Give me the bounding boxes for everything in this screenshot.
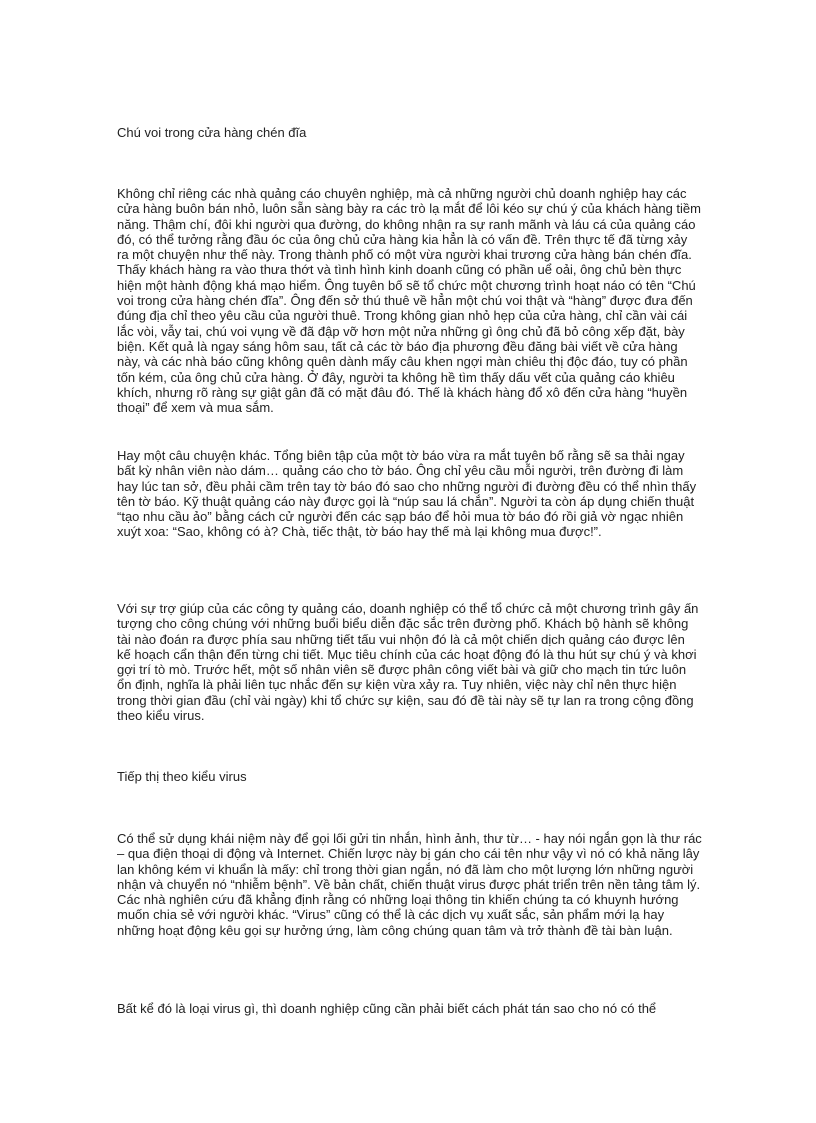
paragraph-elephant-story: Không chỉ riêng các nhà quảng cáo chuyên nghiệp, mà cả những người chủ doanh nghiệp hay các cửa hàng buôn bán nhỏ, luôn sẵn sàng bày ra các trò lạ mắt để lôi kéo sự chú ý của khách hàng tiềm năng. Thậm chí, đôi khi người qua đường, do không nhận ra sự ranh mãnh và láu cá của quảng cáo đó, có thể tưởng rằng đầu óc của ông chủ cửa hàng kia hẳn là có vấn đề. Trên thực tế đã từng xảy ra một chuyện như thế này. Trong thành phố có một vừa người khai trương cửa hàng bán chén đĩa. Thấy khách hàng ra vào thưa thớt và tình hình kinh doanh cũng có phần uể oải, ông chủ bèn thực hiện một hành động khá mạo hiểm. Ông tuyên bố sẽ tổ chức một chương trình hoạt náo có tên “Chú voi trong cửa hàng chén đĩa”. Ông đến sở thú thuê về hẳn một chú voi thật và “hàng” được đưa đến đúng địa chỉ theo yêu cầu của người thuê. Trong không gian nhỏ hẹp của cửa hàng, chỉ cần vài cái lắc vòi, vẫy tai, chú voi vụng về đã đập vỡ hơn một nửa những gì ông chủ đã bỏ công xếp đặt, bày biện. Kết quả là ngay sáng hôm sau, tất cả các tờ báo địa phương đều đăng bài viết về cửa hàng này, và các nhà báo cũng không quên dành mấy câu khen ngợi màn chiêu thị độc đáo, tuy có phần tốn kém, của ông chủ cửa hàng. Ở đây, người ta không hề tìm thấy dấu vết của quảng cáo khiêu khích, nhưng rõ ràng sự giật gân đã có mặt đâu đó. Thế là khách hàng đổ xô đến cửa hàng “huyền thoại” để xem và mua sắm. bbox=[117, 186, 701, 416]
paragraph-viral-concept: Có thể sử dụng khái niệm này để gọi lối gửi tin nhắn, hình ảnh, thư từ… - hay nói ngắn gọn là thư rác – qua điện thoại di động và Internet. Chiến lược này bị gán cho cái tên như vậy vì nó có khả năng lây lan không kém vi khuẩn là mấy: chỉ trong thời gian ngắn, nó đã làm cho một lượng lớn những người nhận và chuyển nó “nhiễm bệnh”. Về bản chất, chiến thuật virus được phát triển trên nền tảng tâm lý. Các nhà nghiên cứu đã khẳng định rằng có những loại thông tin khiến chúng ta có khuynh hướng muốn chia sẻ với người khác. “Virus” cũng có thể là các dịch vụ xuất sắc, sản phẩm mới lạ hay những hoạt động kêu gọi sự hưởng ứng, làm công chúng quan tâm và trở thành đề tài bàn luận. bbox=[117, 831, 702, 938]
paragraph-viral-spread: Bất kể đó là loại virus gì, thì doanh nghiệp cũng cần phải biết cách phát tán sao cho nó có thể bbox=[117, 1001, 657, 1016]
document-title: Chú voi trong cửa hàng chén đĩa bbox=[117, 125, 307, 140]
paragraph-newspaper-story: Hay một câu chuyện khác. Tổng biên tập của một tờ báo vừa ra mắt tuyên bố rằng sẽ sa thải ngay bất kỳ nhân viên nào dám… quảng cáo cho tờ báo. Ông chỉ yêu cầu mỗi người, trên đường đi làm hay lúc tan sở, đều phải cầm trên tay tờ báo đó sao cho những người đi đường đều có thể nhìn thấy tên tờ báo. Kỹ thuật quảng cáo này được gọi là “núp sau lá chắn”. Người ta còn áp dụng chiến thuật “tạo nhu cầu ảo” bằng cách cử người đến các sạp báo để hỏi mua tờ báo đó rồi giả vờ ngạc nhiên xuýt xoa: “Sao, không có à? Chà, tiếc thật, tờ báo hay thế mà lại không mua được!”. bbox=[117, 448, 697, 540]
paragraph-street-events: Với sự trợ giúp của các công ty quảng cáo, doanh nghiệp có thể tổ chức cả một chương trình gây ấn tượng cho công chúng với những buổi biểu diễn đặc sắc trên đường phố. Khách bộ hành sẽ không tài nào đoán ra được phía sau những tiết tấu vui nhộn đó là cả một chiến dịch quảng cáo được lên kế hoạch cẩn thận đến từng chi tiết. Mục tiêu chính của các hoạt động đó là thu hút sự chú ý và khơi gợi trí tò mò. Trước hết, một số nhân viên sẽ được phân công viết bài và giữ cho mạch tin tức luôn ổn định, nghĩa là phải liên tục nhắc đến sự kiện vừa xảy ra. Tuy nhiên, việc này chỉ nên thực hiện trong thời gian đầu (chỉ vài ngày) khi tổ chức sự kiện, sau đó đề tài này sẽ tự lan ra trong cộng đồng theo kiểu virus. bbox=[117, 601, 699, 724]
section-heading-viral-marketing: Tiếp thị theo kiểu virus bbox=[117, 769, 247, 784]
